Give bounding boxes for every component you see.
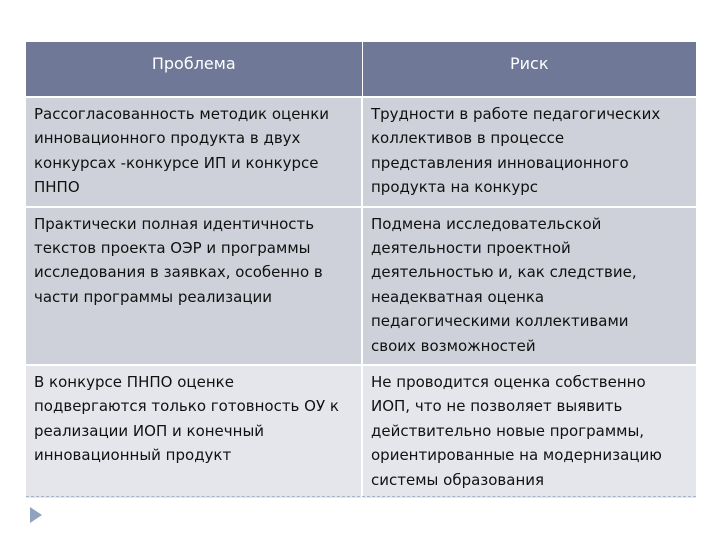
table-header-row [26,42,696,97]
table-row [26,97,696,207]
table-row [26,207,696,365]
header-risk: Риск [362,42,696,97]
table-row [26,365,696,498]
problem-cell: Рассогласованность методик оценки инновационного продукта в двух конкурсах -конкурсе ИП и конкурсе ПНПО [26,97,362,207]
risk-cell: Подмена исследовательской деятельности проектной деятельностью и, как следствие, неадекватная оценка педагогическими коллективами своих возможностей [362,207,696,365]
footer-divider [26,496,696,497]
header-problem: Проблема [26,42,362,97]
problem-cell: Практически полная идентичность текстов проекта ОЭР и программы исследования в заявках, особенно в части программы реализации [26,207,362,365]
risk-cell: Трудности в работе педагогических коллективов в процессе представления инновационного продукта на конкурс [362,97,696,207]
arrow-icon [30,507,42,523]
risk-cell: Не проводится оценка собственно ИОП, что не позволяет выявить действительно новые программы, ориентированные на модернизацию системы образования [362,365,696,498]
problem-risk-table [26,42,696,498]
problem-cell: В конкурсе ПНПО оценке подвергаются только готовность ОУ к реализации ИОП и конечный инновационный продукт [26,365,362,498]
